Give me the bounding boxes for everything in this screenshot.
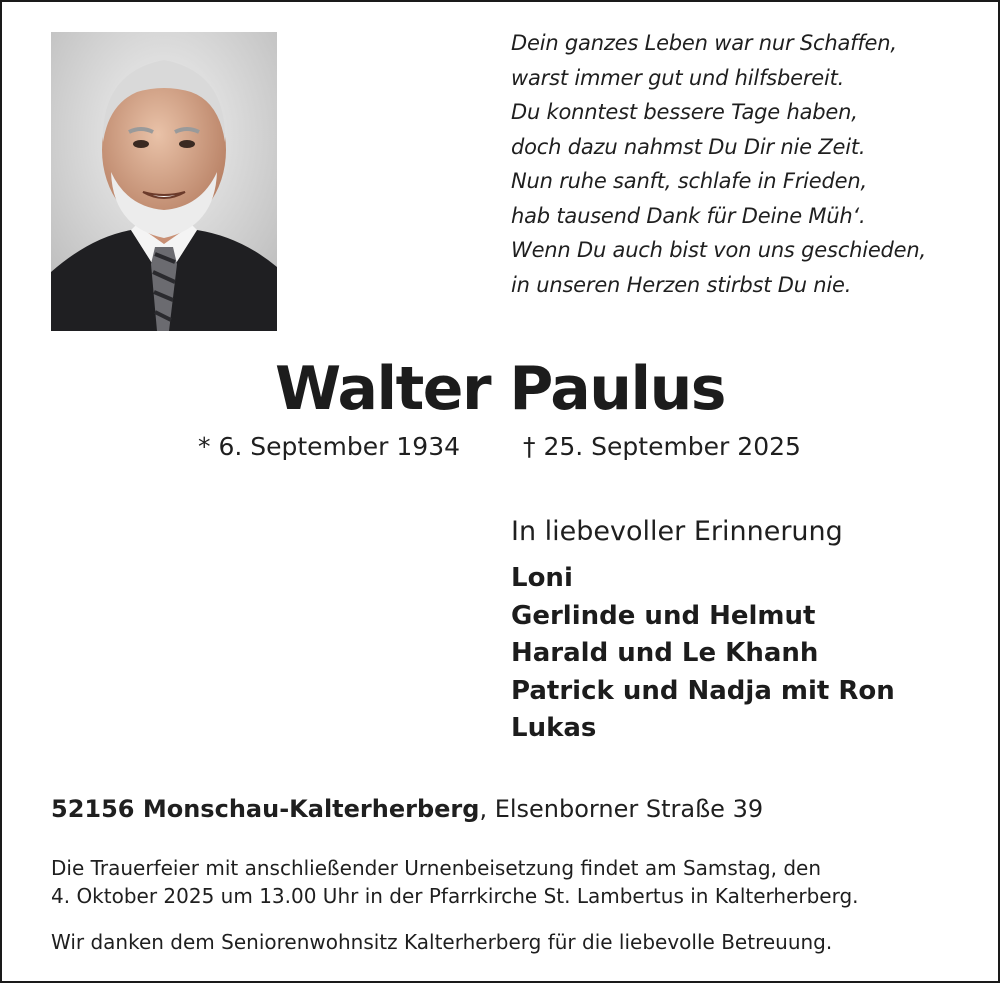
address xyxy=(51,795,763,823)
family-list xyxy=(511,560,895,748)
poem-line: Dein ganzes Leben war nur Schaffen, xyxy=(511,31,897,55)
birth-date: * 6. September 1934 xyxy=(198,432,460,461)
thanks-note: Wir danken dem Seniorenwohnsitz Kalterherberg für die liebevolle Betreuung. xyxy=(51,930,833,954)
funeral-notice-line: 4. Oktober 2025 um 13.00 Uhr in der Pfarrkirche St. Lambertus in Kalterherberg. xyxy=(51,884,859,908)
funeral-notice-line: Die Trauerfeier mit anschließender Urnenbeisetzung findet am Samstag, den xyxy=(51,856,821,880)
funeral-notice xyxy=(51,854,971,910)
family-member: Harald und Le Khanh xyxy=(511,638,819,668)
poem-line: Nun ruhe sanft, schlafe in Frieden, xyxy=(511,169,867,193)
address-city: 52156 Monschau-Kalterherberg xyxy=(51,795,480,823)
poem-line: Du konntest bessere Tage haben, xyxy=(511,100,858,124)
portrait-illustration xyxy=(51,32,277,331)
address-street: , Elsenborner Straße 39 xyxy=(479,795,764,823)
death-date: † 25. September 2025 xyxy=(523,432,801,461)
deceased-name: Walter Paulus xyxy=(274,354,725,424)
memorial-poem xyxy=(511,26,926,302)
family-member: Patrick und Nadja mit Ron xyxy=(511,675,895,706)
family-member: Lukas xyxy=(511,713,597,743)
family-member: Gerlinde und Helmut xyxy=(511,600,816,631)
poem-line: Wenn Du auch bist von uns geschieden, xyxy=(511,238,926,262)
memory-line: In liebevoller Erinnerung xyxy=(511,516,843,547)
poem-line: doch dazu nahmst Du Dir nie Zeit. xyxy=(511,134,866,159)
family-member: Loni xyxy=(511,563,573,593)
portrait-photo xyxy=(51,32,277,331)
poem-line: hab tausend Dank für Deine Müh‘. xyxy=(511,203,866,228)
poem-line: warst immer gut und hilfsbereit. xyxy=(511,65,845,90)
poem-line: in unseren Herzen stirbst Du nie. xyxy=(511,272,852,297)
